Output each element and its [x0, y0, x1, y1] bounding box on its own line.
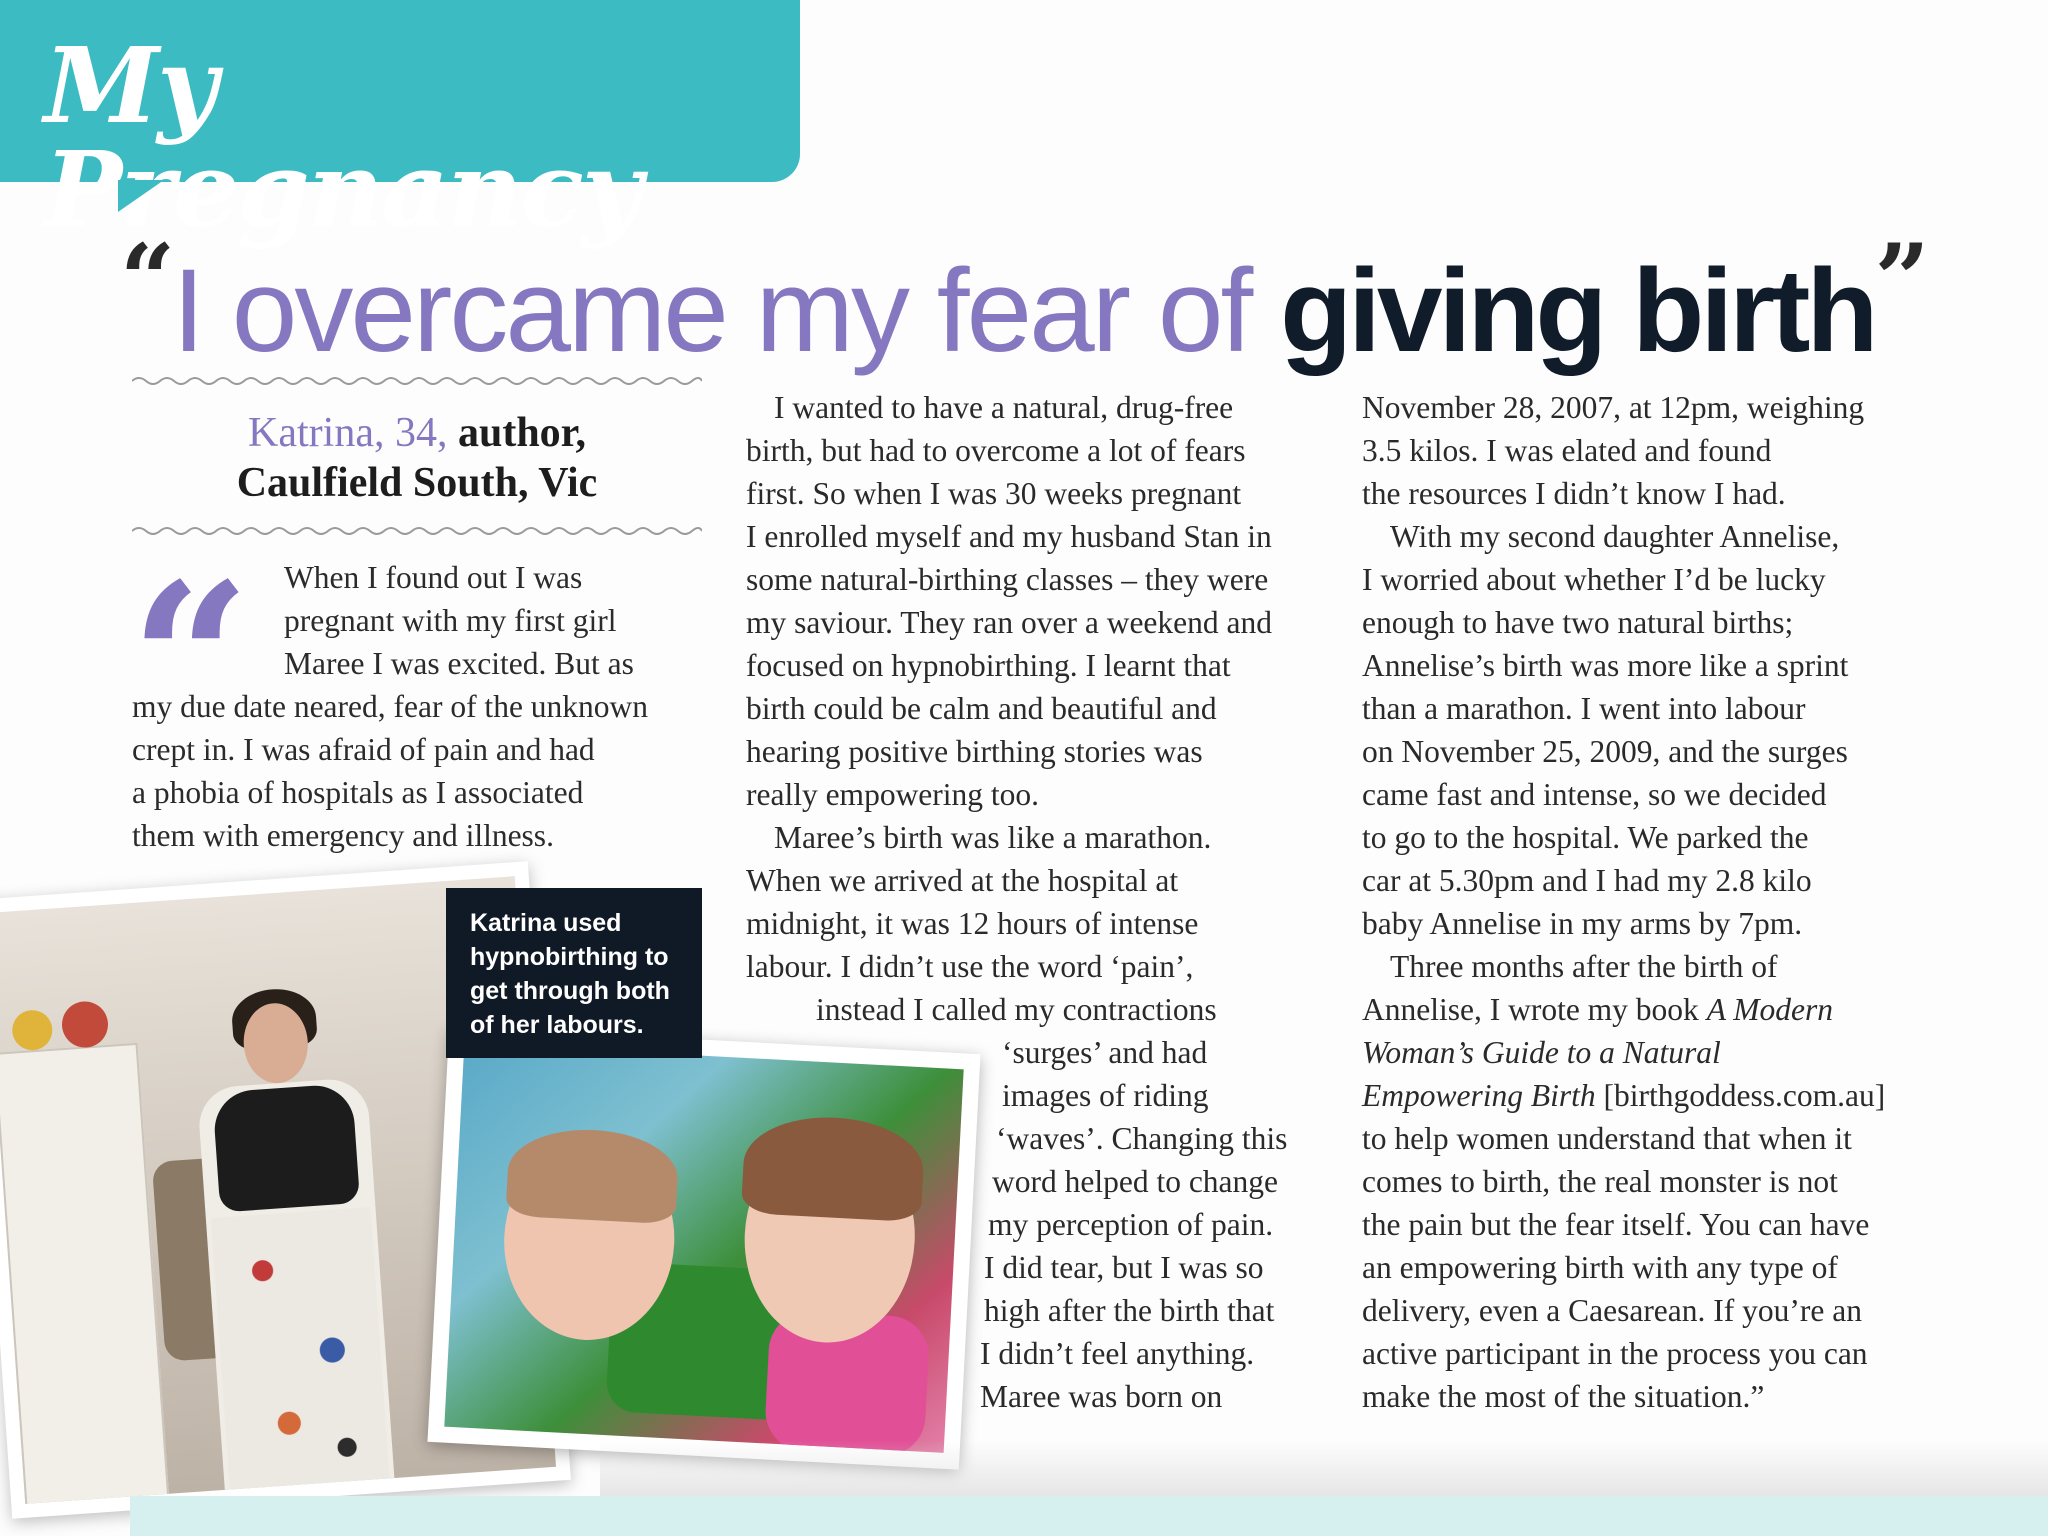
photo-caption: Katrina used hypnobirthing to get through both of her labours. [470, 909, 670, 1039]
drop-quote-mark: “ [130, 537, 229, 784]
photo-baby-1-hair [505, 1126, 679, 1225]
book-title-start: A Modern [1706, 992, 1833, 1027]
body-line: hearing positive birthing stories was [746, 734, 1203, 769]
headline-part1: I overcame my fear of [172, 245, 1281, 377]
photo-toy [60, 1000, 109, 1049]
body-line: first. So when I was 30 weeks pregnant [746, 476, 1242, 511]
body-line [1362, 1031, 1962, 1074]
body-line: my saviour. They ran over a weekend and [746, 605, 1272, 640]
photo-dress [211, 1207, 390, 1497]
headline-part2: giving birth [1280, 245, 1875, 377]
body-line: came fast and intense, so we decided [1362, 777, 1827, 812]
photo-toy [11, 1009, 54, 1052]
photo-babies-image [444, 1043, 963, 1453]
body-line: midnight, it was 12 hours of intense [746, 906, 1199, 941]
photo-shelf [0, 1043, 171, 1504]
body-line: Maree was born on [980, 1379, 1223, 1414]
body-line: images of riding [1002, 1078, 1209, 1113]
photo-woman-top [212, 1083, 360, 1212]
section-title: My Pregnancy [44, 24, 641, 251]
body-line: Annelise’s birth was more like a sprint [1362, 648, 1849, 683]
website-text: [birthgoddess.com.au] [1595, 1078, 1886, 1113]
body-line: I wanted to have a natural, drug-free [774, 390, 1234, 425]
body-line: car at 5.30pm and I had my 2.8 kilo [1362, 863, 1812, 898]
body-line: to help women understand that when it [1362, 1121, 1852, 1156]
photo-baby-2-hair [741, 1113, 926, 1222]
body-line: enough to have two natural births; [1362, 605, 1794, 640]
body-line: delivery, even a Caesarean. If you’re an [1362, 1293, 1862, 1328]
intro-line: When I found out I was [284, 560, 583, 595]
intro-line: pregnant with my first girl [284, 603, 617, 638]
intro-paragraph [130, 537, 702, 857]
headline-open-quote: “ [120, 223, 173, 336]
body-line: on November 25, 2009, and the surges [1362, 734, 1848, 769]
body-line: instead I called my contractions [816, 992, 1217, 1027]
intro-line: Maree I was excited. But as [284, 646, 634, 681]
body-line: With my second daughter Annelise, [1390, 519, 1840, 554]
body-line: the resources I didn’t know I had. [1362, 476, 1786, 511]
body-line: than a marathon. I went into labour [1362, 691, 1806, 726]
body-line-text: Annelise, I wrote my book [1362, 992, 1707, 1027]
body-line: word helped to change [992, 1164, 1279, 1199]
byline-name: Katrina, 34, [248, 410, 448, 456]
body-line: 3.5 kilos. I was elated and found [1362, 433, 1772, 468]
body-line: When we arrived at the hospital at [746, 863, 1179, 898]
body-line: labour. I didn’t use the word ‘pain’, [746, 949, 1194, 984]
intro-line: my due date neared, fear of the unknown [132, 689, 649, 724]
byline [132, 408, 702, 508]
section-tab-pointer [118, 180, 164, 212]
headline-close-quote: ” [1874, 223, 1927, 336]
body-line: ‘waves’. Changing this [996, 1121, 1288, 1156]
byline-place: Caulfield South, Vic [236, 460, 598, 506]
body-line [1362, 1074, 1962, 1117]
book-title-middle: Woman’s Guide to a Natural [1362, 1035, 1721, 1070]
article-column-3 [1362, 386, 1962, 1418]
body-line: the pain but the fear itself. You can have [1362, 1207, 1870, 1242]
intro-line: crept in. I was afraid of pain and had [132, 732, 595, 767]
intro-line: them with emergency and illness. [132, 818, 554, 853]
body-line: birth could be calm and beautiful and [746, 691, 1217, 726]
body-line: comes to birth, the real monster is not [1362, 1164, 1838, 1199]
wavy-rule-top [132, 374, 702, 388]
photo-caption-box [446, 888, 702, 1058]
body-line: high after the birth that [984, 1293, 1275, 1328]
body-line: I did tear, but I was so [984, 1250, 1264, 1285]
body-line: my perception of pain. [988, 1207, 1274, 1242]
body-line: make the most of the situation.” [1362, 1379, 1765, 1414]
body-line [1362, 988, 1962, 1031]
body-line: really empowering too. [746, 777, 1040, 812]
body-line: I enrolled myself and my husband Stan in [746, 519, 1272, 554]
body-line: baby Annelise in my arms by 7pm. [1362, 906, 1803, 941]
section-header-tab [0, 0, 800, 251]
intro-line: a phobia of hospitals as I associated [132, 775, 584, 810]
body-line: an empowering birth with any type of [1362, 1250, 1838, 1285]
page-bottom-shadow [600, 1440, 2048, 1496]
body-line: Maree’s birth was like a marathon. [774, 820, 1212, 855]
body-line: November 28, 2007, at 12pm, weighing [1362, 390, 1865, 425]
page-bottom-band [130, 1496, 2048, 1536]
photo-babies [427, 1026, 980, 1469]
byline-role: author, [457, 410, 586, 456]
body-line: some natural-birthing classes – they were [746, 562, 1269, 597]
body-line: Three months after the birth of [1390, 949, 1778, 984]
body-line: I worried about whether I’d be lucky [1362, 562, 1826, 597]
body-line: ‘surges’ and had [1002, 1035, 1208, 1070]
body-line: to go to the hospital. We parked the [1362, 820, 1809, 855]
book-title-end: Empowering Birth [1362, 1078, 1596, 1113]
body-line: I didn’t feel anything. [980, 1336, 1255, 1371]
body-line: focused on hypnobirthing. I learnt that [746, 648, 1231, 683]
body-line: active participant in the process you can [1362, 1336, 1868, 1371]
headline [120, 223, 2000, 377]
wavy-rule-bottom [132, 524, 702, 538]
body-line: birth, but had to overcome a lot of fears [746, 433, 1246, 468]
